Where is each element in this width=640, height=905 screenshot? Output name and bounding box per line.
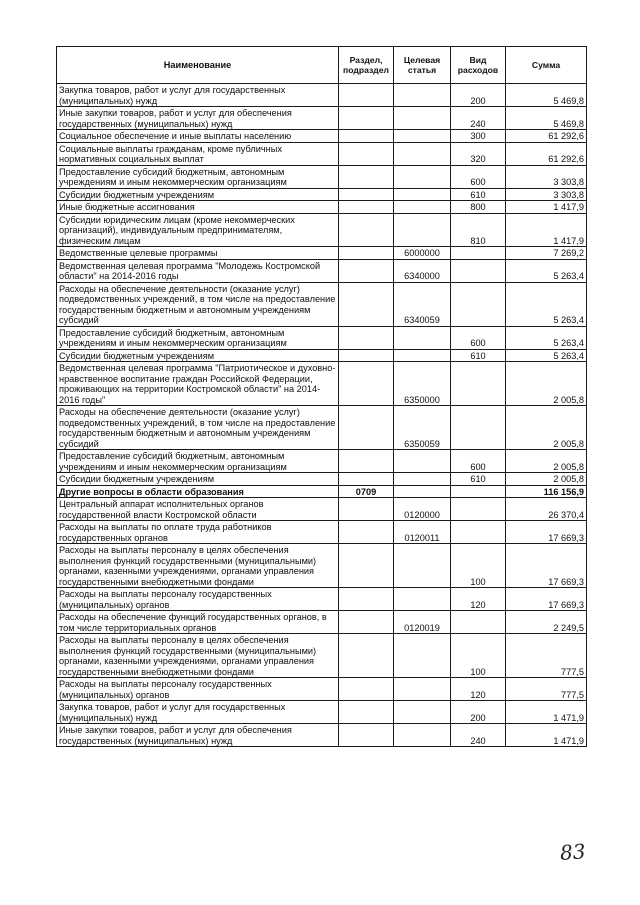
row-name: Расходы на выплаты персоналу в целях обеспечения выполнения функций государственными (муниципальными) органами, казенными учреждениями, органами управления государственными внебюджетными фондами: [57, 544, 339, 588]
table-row: [57, 724, 587, 747]
table-row: [57, 142, 587, 165]
row-kind: 120: [451, 678, 506, 701]
row-name: Расходы на выплаты персоналу государственных (муниципальных) органов: [57, 588, 339, 611]
row-target: [394, 349, 451, 362]
row-sum: 116 156,9: [506, 485, 587, 498]
row-name: Иные закупки товаров, работ и услуг для обеспечения государственных (муниципальных) нужд: [57, 107, 339, 130]
table-row: [57, 362, 587, 406]
row-section: [339, 406, 394, 450]
header-section: Раздел, подраздел: [339, 47, 394, 84]
row-section: [339, 701, 394, 724]
row-name: Центральный аппарат исполнительных органов государственной власти Костромской области: [57, 498, 339, 521]
row-section: [339, 188, 394, 201]
row-kind: 200: [451, 84, 506, 107]
row-sum: 2 249,5: [506, 611, 587, 634]
row-sum: 5 263,4: [506, 282, 587, 326]
row-target: [394, 142, 451, 165]
row-kind: 320: [451, 142, 506, 165]
row-target: [394, 473, 451, 486]
table-row: [57, 498, 587, 521]
row-section: [339, 349, 394, 362]
table-body: [57, 84, 587, 747]
row-name: Социальное обеспечение и иные выплаты населению: [57, 130, 339, 143]
row-target: 6340059: [394, 282, 451, 326]
row-name: Расходы на обеспечение деятельности (оказание услуг) подведомственных учреждений, в том числе на предоставление государственным бюджетным и автономным учреждениям субсидий: [57, 406, 339, 450]
row-kind: 610: [451, 473, 506, 486]
row-target: 0120011: [394, 521, 451, 544]
table-row: [57, 130, 587, 143]
table-row: [57, 634, 587, 678]
row-name: Предоставление субсидий бюджетным, автономным учреждениям и иным некоммерческим организациям: [57, 326, 339, 349]
row-kind: [451, 362, 506, 406]
row-name: Ведомственная целевая программа "Патриотическое и духовно-нравственное воспитание граждан Российской Федерации, проживающих на территории Костромской области" на 2014-2016 годы": [57, 362, 339, 406]
row-name: Закупка товаров, работ и услуг для государственных (муниципальных) нужд: [57, 84, 339, 107]
row-name: Предоставление субсидий бюджетным, автономным учреждениям и иным некоммерческим организациям: [57, 165, 339, 188]
row-kind: [451, 259, 506, 282]
row-section: [339, 362, 394, 406]
row-sum: 1 471,9: [506, 724, 587, 747]
header-name: Наименование: [57, 47, 339, 84]
row-target: [394, 165, 451, 188]
table-row: [57, 349, 587, 362]
row-name: Субсидии юридическим лицам (кроме некоммерческих организаций), индивидуальным предпринимателям, физическим лицам: [57, 213, 339, 247]
row-sum: 17 669,3: [506, 521, 587, 544]
row-sum: 1 417,9: [506, 201, 587, 214]
row-target: 0120019: [394, 611, 451, 634]
table-row: [57, 611, 587, 634]
row-name: Субсидии бюджетным учреждениям: [57, 349, 339, 362]
row-kind: 600: [451, 450, 506, 473]
row-section: [339, 326, 394, 349]
row-sum: 5 263,4: [506, 326, 587, 349]
row-name: Расходы на выплаты по оплате труда работников государственных органов: [57, 521, 339, 544]
row-section: 0709: [339, 485, 394, 498]
row-target: [394, 450, 451, 473]
row-kind: 610: [451, 349, 506, 362]
row-section: [339, 521, 394, 544]
row-sum: 26 370,4: [506, 498, 587, 521]
row-target: [394, 724, 451, 747]
row-sum: 5 469,8: [506, 84, 587, 107]
row-target: [394, 678, 451, 701]
row-sum: 61 292,6: [506, 142, 587, 165]
table-row: [57, 259, 587, 282]
row-name: Закупка товаров, работ и услуг для государственных (муниципальных) нужд: [57, 701, 339, 724]
table-row: [57, 544, 587, 588]
table-row: [57, 326, 587, 349]
row-target: [394, 201, 451, 214]
row-sum: 61 292,6: [506, 130, 587, 143]
row-section: [339, 544, 394, 588]
table-row: [57, 678, 587, 701]
row-sum: 17 669,3: [506, 544, 587, 588]
row-target: [394, 188, 451, 201]
row-sum: 1 471,9: [506, 701, 587, 724]
row-section: [339, 165, 394, 188]
row-sum: 5 263,4: [506, 259, 587, 282]
row-kind: [451, 406, 506, 450]
row-target: 6350000: [394, 362, 451, 406]
row-section: [339, 282, 394, 326]
header-sum: Сумма: [506, 47, 587, 84]
row-name: Расходы на выплаты персоналу государственных (муниципальных) органов: [57, 678, 339, 701]
row-target: [394, 485, 451, 498]
row-kind: 800: [451, 201, 506, 214]
row-kind: 300: [451, 130, 506, 143]
row-sum: 7 269,2: [506, 247, 587, 260]
budget-table: [56, 46, 587, 747]
row-name: Социальные выплаты гражданам, кроме публичных нормативных социальных выплат: [57, 142, 339, 165]
row-kind: 810: [451, 213, 506, 247]
page-number: 83: [559, 839, 587, 865]
row-sum: 2 005,8: [506, 473, 587, 486]
row-kind: 600: [451, 326, 506, 349]
row-sum: 2 005,8: [506, 406, 587, 450]
row-kind: 100: [451, 544, 506, 588]
row-section: [339, 450, 394, 473]
row-section: [339, 611, 394, 634]
table-row: [57, 406, 587, 450]
row-name: Предоставление субсидий бюджетным, автономным учреждениям и иным некоммерческим организациям: [57, 450, 339, 473]
row-sum: 2 005,8: [506, 450, 587, 473]
row-target: [394, 213, 451, 247]
row-name: Расходы на обеспечение функций государственных органов, в том числе территориальных органов: [57, 611, 339, 634]
row-target: [394, 107, 451, 130]
row-sum: 17 669,3: [506, 588, 587, 611]
table-row: [57, 213, 587, 247]
row-target: [394, 544, 451, 588]
row-target: 0120000: [394, 498, 451, 521]
row-sum: 5 469,8: [506, 107, 587, 130]
row-section: [339, 130, 394, 143]
row-kind: [451, 498, 506, 521]
row-sum: 3 303,8: [506, 165, 587, 188]
row-target: 6340000: [394, 259, 451, 282]
row-kind: 600: [451, 165, 506, 188]
table-row: [57, 701, 587, 724]
table-row: [57, 473, 587, 486]
header-target: Целевая статья: [394, 47, 451, 84]
row-kind: 200: [451, 701, 506, 724]
table-header: [57, 47, 587, 84]
row-section: [339, 724, 394, 747]
row-name: Расходы на выплаты персоналу в целях обеспечения выполнения функций государственными (муниципальными) органами, казенными учреждениями, органами управления государственными внебюджетными фондами: [57, 634, 339, 678]
row-section: [339, 84, 394, 107]
table-row: [57, 107, 587, 130]
table-row: [57, 165, 587, 188]
row-target: [394, 701, 451, 724]
table-row: [57, 588, 587, 611]
table-row: [57, 282, 587, 326]
row-section: [339, 142, 394, 165]
row-section: [339, 259, 394, 282]
row-kind: 120: [451, 588, 506, 611]
row-kind: 240: [451, 107, 506, 130]
row-kind: 610: [451, 188, 506, 201]
row-section: [339, 498, 394, 521]
row-target: [394, 84, 451, 107]
row-name: Субсидии бюджетным учреждениям: [57, 188, 339, 201]
row-kind: [451, 611, 506, 634]
table-row: [57, 247, 587, 260]
row-target: [394, 588, 451, 611]
table-row: [57, 485, 587, 498]
row-name: Другие вопросы в области образования: [57, 485, 339, 498]
row-section: [339, 588, 394, 611]
row-sum: 3 303,8: [506, 188, 587, 201]
table-row: [57, 450, 587, 473]
row-section: [339, 473, 394, 486]
header-kind: Вид расходов: [451, 47, 506, 84]
row-target: [394, 634, 451, 678]
row-kind: 240: [451, 724, 506, 747]
row-section: [339, 678, 394, 701]
row-target: [394, 326, 451, 349]
row-target: 6350059: [394, 406, 451, 450]
row-section: [339, 634, 394, 678]
row-kind: [451, 485, 506, 498]
row-section: [339, 213, 394, 247]
row-kind: 100: [451, 634, 506, 678]
row-name: Иные бюджетные ассигнования: [57, 201, 339, 214]
row-section: [339, 247, 394, 260]
row-name: Ведомственные целевые программы: [57, 247, 339, 260]
row-sum: 777,5: [506, 678, 587, 701]
row-sum: 1 417,9: [506, 213, 587, 247]
row-name: Ведомственная целевая программа "Молодежь Костромской области" на 2014-2016 годы: [57, 259, 339, 282]
row-name: Расходы на обеспечение деятельности (оказание услуг) подведомственных учреждений, в том числе на предоставление государственным бюджетным и автономным учреждениям субсидий: [57, 282, 339, 326]
table-row: [57, 188, 587, 201]
row-sum: 2 005,8: [506, 362, 587, 406]
row-name: Иные закупки товаров, работ и услуг для обеспечения государственных (муниципальных) нужд: [57, 724, 339, 747]
table-row: [57, 201, 587, 214]
row-target: 6000000: [394, 247, 451, 260]
row-kind: [451, 521, 506, 544]
row-kind: [451, 247, 506, 260]
row-name: Субсидии бюджетным учреждениям: [57, 473, 339, 486]
row-section: [339, 201, 394, 214]
row-sum: 5 263,4: [506, 349, 587, 362]
row-sum: 777,5: [506, 634, 587, 678]
table-row: [57, 521, 587, 544]
row-section: [339, 107, 394, 130]
table-row: [57, 84, 587, 107]
row-kind: [451, 282, 506, 326]
row-target: [394, 130, 451, 143]
